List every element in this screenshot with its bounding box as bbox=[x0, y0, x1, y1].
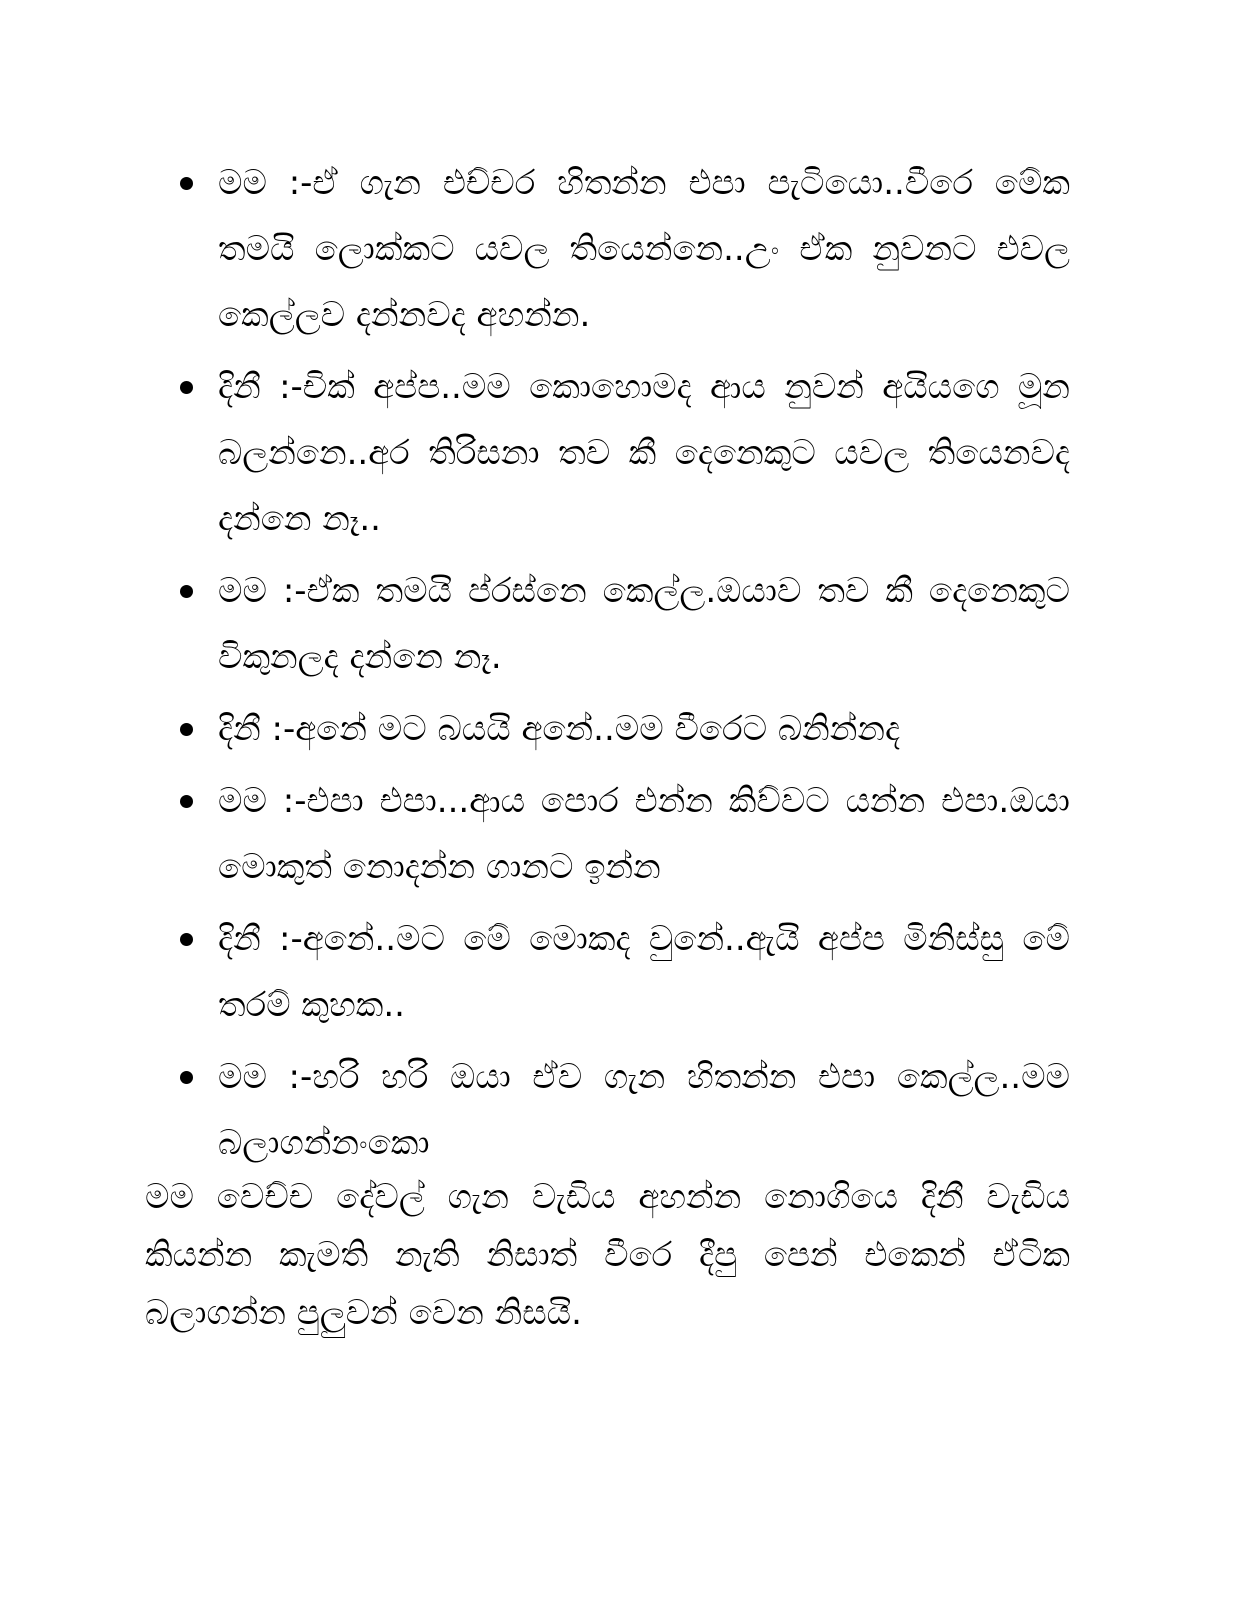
dialogue-line bbox=[180, 150, 1070, 348]
dialogue-line bbox=[180, 1044, 1070, 1176]
dialogue-text: මම :-ඒ ගැන එච්චර හිතන්න එපා පැටියො..වීරෙ මේක තමයි ලොක්කට යවල තියෙන්නෙ..උං ඒක නුවනට එවල කෙල්ලව දන්නවද අහන්න. bbox=[218, 163, 1070, 335]
bullet-icon bbox=[180, 795, 193, 808]
bullet-icon bbox=[180, 177, 193, 190]
bullet-icon bbox=[180, 585, 193, 598]
dialogue-text: දිනී :-අනේ..මට මේ මොකද වුනේ..ඇයි අප්ප මිනිස්සු මේ තරම් කුහක.. bbox=[218, 919, 1070, 1025]
bullet-icon bbox=[180, 381, 193, 394]
narrative-paragraph: මම වෙච්ච දේවල් ගැන වැඩිය අහන්න නොගියෙ දිනී වැඩිය කියන්න කැමති නැති නිසාත් වීරෙ දීපු පෙන් එකෙන් ඒටික බලාගන්න පුලුවන් වෙන නිසයි. bbox=[145, 1177, 1070, 1333]
bullet-icon bbox=[180, 723, 193, 736]
dialogue-line bbox=[180, 354, 1070, 552]
dialogue-text: දිනී :-චික් අප්ප..මම කොහොමද ආය නුවන් අයියගෙ මූන බලන්නෙ..අර තිරිසනා තව කී දෙනෙකුට යවල තියෙනවද දන්නෙ නෑ.. bbox=[218, 367, 1070, 539]
dialogue-text: දිනී :-අනේ මට බයයි අනේ..මම වීරෙට බනින්නද bbox=[218, 709, 901, 749]
dialogue-line bbox=[180, 558, 1070, 690]
dialogue-list bbox=[180, 150, 1070, 1182]
dialogue-text: මම :-හරි හරි ඔයා ඒව ගැන හිතන්න එපා කෙල්ල..මම බලාගන්නංකො bbox=[218, 1057, 1070, 1163]
dialogue-line bbox=[180, 768, 1070, 900]
bullet-icon bbox=[180, 1071, 193, 1084]
dialogue-text: මම :-ඒක තමයි ප්රස්නෙ කෙල්ල.ඔයාව තව කී දෙනෙකුට විකුනලද දන්නෙ නෑ. bbox=[218, 571, 1070, 677]
dialogue-text: මම :-එපා එපා...ආය පොර එන්න කිව්වට යන්න එපා.ඔයා මොකුත් නොදන්න ගානට ඉන්න bbox=[218, 781, 1070, 887]
bullet-icon bbox=[180, 933, 193, 946]
dialogue-line bbox=[180, 696, 1070, 762]
dialogue-line bbox=[180, 906, 1070, 1038]
